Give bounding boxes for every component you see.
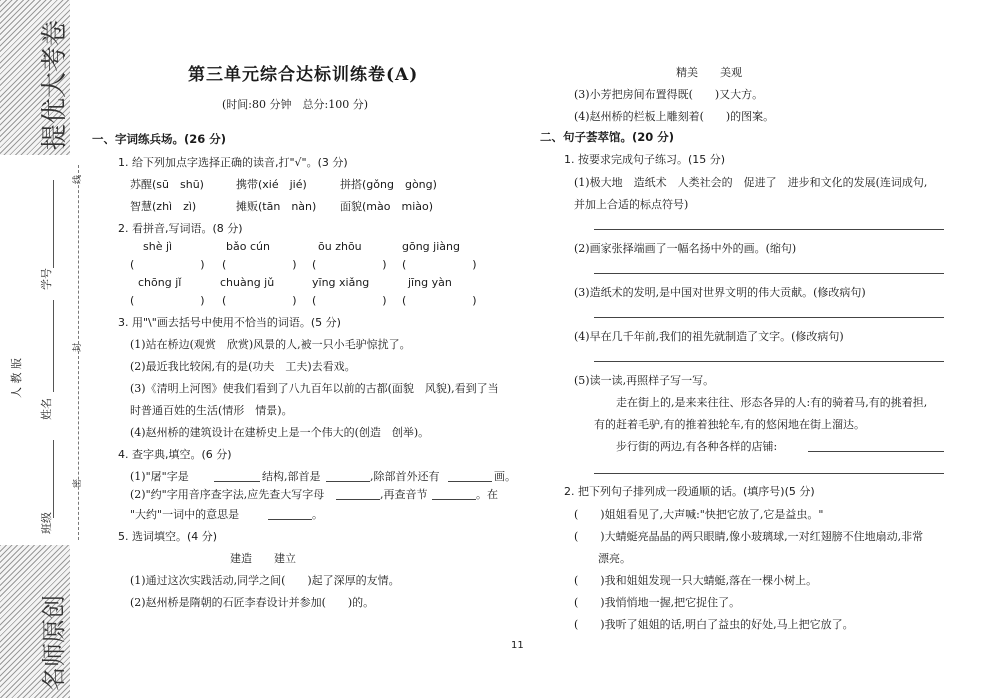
q3-prompt: 3. 用"\"画去括号中使用不恰当的词语。(5 分): [118, 316, 341, 329]
pinyin-label: chōng jǐ: [138, 276, 182, 289]
id-label: 学号: [40, 268, 53, 290]
answer-bracket[interactable]: ( ): [312, 258, 387, 271]
answer-line[interactable]: [594, 229, 944, 230]
sentence-item: (5)读一读,再照样子写一写。: [574, 374, 715, 387]
example-paragraph: 走在街上的,是来来往往、形态各异的人:有的骑着马,有的挑着担,: [616, 396, 928, 409]
q4-blank[interactable]: [326, 481, 370, 482]
q4-text: 。: [312, 508, 323, 521]
pinyin-label: yīng xiǎng: [312, 276, 370, 289]
cut-mark-seal: 封: [73, 342, 83, 352]
q4-text: ,除部首外还有: [370, 470, 440, 483]
q1-prompt: 1. 给下列加点字选择正确的读音,打"√"。(3 分): [118, 156, 348, 169]
q3-item: (4)赵州桥的建筑设计在建桥史上是一个伟大的(创造 创举)。: [130, 426, 430, 439]
q3-item: (1)站在桥边(观赏 欣赏)风景的人,被一只小毛驴惊扰了。: [130, 338, 411, 351]
word-choices: 精美 美观: [676, 66, 742, 79]
q4-blank[interactable]: [268, 519, 312, 520]
q5-item: (2)赵州桥是隋朝的石匠李春设计并参加( )的。: [130, 596, 375, 609]
answer-bracket[interactable]: ( ): [402, 294, 477, 307]
name-label: 姓名: [40, 398, 53, 420]
q4-prompt: 4. 查字典,填空。(6 分): [118, 448, 232, 461]
brand-banner-top: [0, 0, 70, 155]
pinyin-label: bǎo cún: [226, 240, 270, 253]
sentence-item: (2)画家张择端画了一幅名扬中外的画。(缩句): [574, 242, 797, 255]
class-label: 班级: [40, 512, 53, 534]
brand-text-top: 提优大考卷: [40, 19, 70, 150]
sentence-item: (1)极大地 造纸术 人类社会的 促进了 进步和文化的发展(连词成句,: [574, 176, 928, 189]
sentence-item: 并加上合适的标点符号): [574, 198, 689, 211]
order-item: ( )姐姐看见了,大声喊:"快把它放了,它是益虫。": [574, 508, 824, 521]
order-item: ( )大蜻蜓亮晶晶的两只眼睛,像小玻璃球,一对红翅膀不住地扇动,非常: [574, 530, 924, 543]
q3-item: (3)《清明上河图》使我们看到了八九百年以前的古都(面貌 风貌),看到了当: [130, 382, 499, 395]
example-paragraph: 有的赶着毛驴,有的推着独轮车,有的悠闲地在街上溜达。: [594, 418, 865, 431]
name-field[interactable]: [53, 300, 54, 392]
q1-option[interactable]: 苏醒(sū shū): [130, 178, 204, 191]
class-field[interactable]: [53, 440, 54, 518]
order-item: ( )我悄悄地一握,把它捉住了。: [574, 596, 741, 609]
answer-line[interactable]: [594, 273, 944, 274]
q4-blank[interactable]: [432, 499, 476, 500]
answer-bracket[interactable]: ( ): [130, 294, 205, 307]
q1-option[interactable]: 摊贩(tān nàn): [236, 200, 317, 213]
brand-text-bottom: 名师原创: [40, 595, 68, 691]
q4-text: 结构,部首是: [262, 470, 321, 483]
pinyin-label: jīng yàn: [408, 276, 452, 289]
edition-label: 人 教 版: [10, 358, 23, 398]
q4-text: (2)"约"字用音序查字法,应先查大写字母: [130, 488, 325, 501]
brand-banner-bottom: [0, 545, 70, 698]
q1-option[interactable]: 面貌(mào miào): [340, 200, 434, 213]
q4-blank[interactable]: [214, 481, 260, 482]
q4-blank[interactable]: [448, 481, 492, 482]
write-prompt: 步行街的两边,有各种各样的店铺:: [616, 440, 778, 453]
q1-option[interactable]: 携带(xié jié): [236, 178, 307, 191]
pinyin-label: chuàng jǔ: [220, 276, 275, 289]
q4-blank[interactable]: [336, 499, 380, 500]
section-1-heading: 一、字词练兵场。(26 分): [92, 132, 227, 146]
answer-bracket[interactable]: ( ): [222, 258, 297, 271]
q4-text: "大约"一词中的意思是: [130, 508, 240, 521]
exam-subtitle: (时间:80 分钟 总分:100 分): [222, 98, 368, 111]
order-item: ( )我和姐姐发现一只大蜻蜓,落在一棵小树上。: [574, 574, 818, 587]
page-number: 11: [511, 640, 524, 651]
answer-line[interactable]: [594, 361, 944, 362]
sentence-item: (3)造纸术的发明,是中国对世界文明的伟大贡献。(修改病句): [574, 286, 866, 299]
cut-mark-secret: 密: [73, 478, 83, 488]
q2-prompt: 2. 看拼音,写词语。(8 分): [118, 222, 243, 235]
q1-option[interactable]: 智慧(zhì zì): [130, 200, 197, 213]
q4-text: ,再查音节: [380, 488, 428, 501]
q4-text: 画。: [494, 470, 516, 483]
sentence-q2-prompt: 2. 把下列句子排列成一段通顺的话。(填序号)(5 分): [564, 485, 815, 498]
answer-bracket[interactable]: ( ): [402, 258, 477, 271]
q5-item: (1)通过这次实践活动,同学之间( )起了深厚的友情。: [130, 574, 400, 587]
answer-bracket[interactable]: ( ): [312, 294, 387, 307]
pinyin-label: gōng jiàng: [402, 240, 460, 253]
pinyin-label: ōu zhōu: [318, 240, 362, 253]
section-2-heading: 二、句子荟萃馆。(20 分): [540, 130, 675, 144]
order-item: 漂亮。: [598, 552, 631, 565]
answer-bracket[interactable]: ( ): [222, 294, 297, 307]
q3-item: 时普通百姓的生活(情形 情景)。: [130, 404, 293, 417]
answer-bracket[interactable]: ( ): [130, 258, 205, 271]
cut-mark-line: 线: [73, 174, 83, 184]
answer-line[interactable]: [808, 451, 944, 452]
answer-line[interactable]: [594, 317, 944, 318]
order-item: ( )我听了姐姐的话,明白了益虫的好处,马上把它放了。: [574, 618, 854, 631]
q4-text: (1)"屠"字是: [130, 470, 189, 483]
q3-item: (2)最近我比较闲,有的是(功夫 工夫)去看戏。: [130, 360, 356, 373]
pinyin-label: shè jì: [143, 240, 173, 253]
fill-item: (4)赵州桥的栏板上雕刻着( )的图案。: [574, 110, 775, 123]
id-field[interactable]: [53, 180, 54, 268]
sentence-q1-prompt: 1. 按要求完成句子练习。(15 分): [564, 153, 726, 166]
fill-item: (3)小芳把房间布置得既( )又大方。: [574, 88, 764, 101]
answer-line[interactable]: [594, 473, 944, 474]
q5-prompt: 5. 选词填空。(4 分): [118, 530, 218, 543]
q4-text: 。在: [476, 488, 498, 501]
exam-title: 第三单元综合达标训练卷(A): [188, 65, 419, 85]
q1-option[interactable]: 拼搭(gǒng gòng): [340, 178, 437, 191]
sentence-item: (4)早在几千年前,我们的祖先就制造了文字。(修改病句): [574, 330, 844, 343]
q5-word-choices: 建造 建立: [230, 552, 296, 565]
